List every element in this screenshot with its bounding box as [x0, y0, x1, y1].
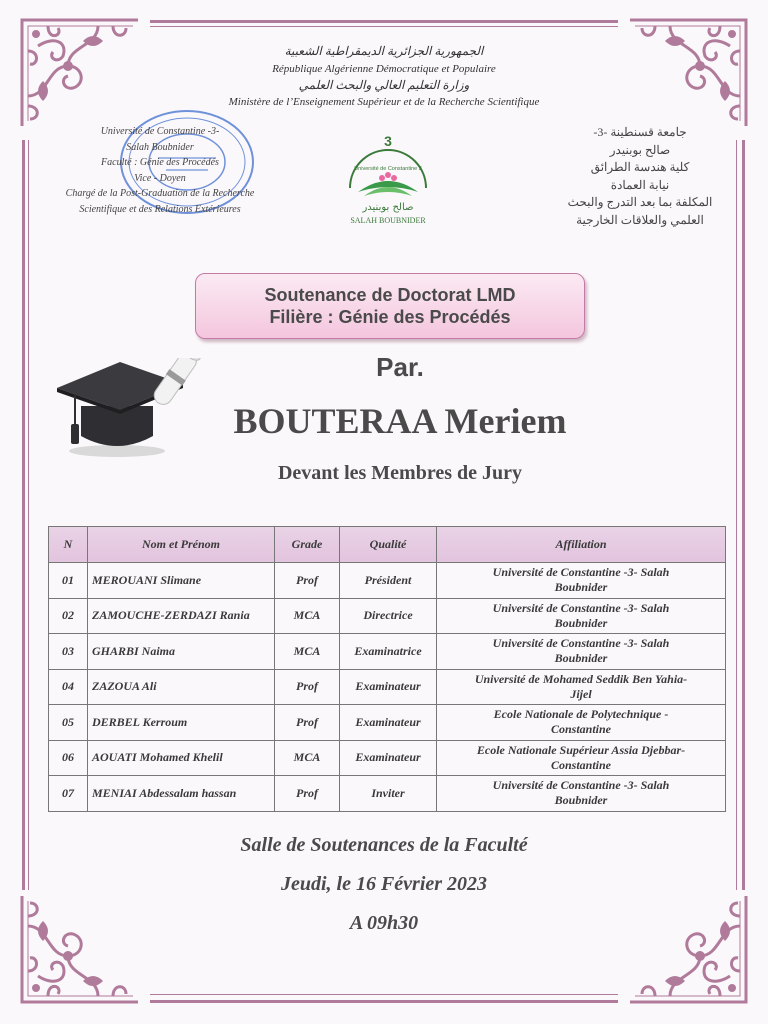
- cell-quality: Directrice: [340, 598, 437, 634]
- jury-table: [48, 526, 726, 812]
- affiliation-line-1: Université de Constantine -3- Salah: [492, 636, 670, 651]
- cell-n: 05: [49, 705, 88, 741]
- frame-left-border: [22, 140, 25, 890]
- cell-n: 04: [49, 669, 88, 705]
- affiliation-line-1: Université de Constantine -3- Salah: [492, 565, 670, 580]
- table-row: [49, 598, 726, 634]
- left-admin-block: [30, 124, 290, 217]
- frame-bottom-border-inner: [150, 994, 618, 995]
- cell-name: ZAZOUA Ali: [88, 669, 275, 705]
- cell-quality: Inviter: [340, 776, 437, 812]
- left-line-2: Salah Boubnider: [126, 141, 194, 153]
- right-line-4: نيابة العمادة: [610, 177, 670, 192]
- left-line-4: Vice - Doyen: [134, 172, 186, 184]
- header-french-republic: République Algérienne Démocratique et Populaire: [272, 63, 496, 75]
- cell-quality: Examinatrice: [340, 634, 437, 670]
- logo-number: 3: [384, 133, 392, 149]
- cell-n: 07: [49, 776, 88, 812]
- cell-grade: Prof: [275, 669, 340, 705]
- cell-name: ZAMOUCHE-ZERDAZI Rania: [88, 598, 275, 634]
- cell-grade: Prof: [275, 563, 340, 599]
- title-line-1: Soutenance de Doctorat LMD: [264, 285, 516, 305]
- affiliation-line-2: Boubnider: [554, 615, 608, 630]
- table-row: [49, 563, 726, 599]
- affiliation-line-2: Boubnider: [554, 793, 608, 808]
- cell-quality: Examinateur: [340, 705, 437, 741]
- cell-name: DERBEL Kerroum: [88, 705, 275, 741]
- col-header-n: N: [49, 527, 88, 563]
- col-header-name: Nom et Prénom: [88, 527, 275, 563]
- affiliation-line-2: Boubnider: [554, 580, 608, 595]
- defense-date: Jeudi, le 16 Février 2023: [280, 873, 488, 895]
- left-line-5: Chargé de la Post-Graduation de la Recherche: [65, 188, 255, 199]
- logo-latin: SALAH BOUBNIDER: [350, 216, 426, 225]
- affiliation-line-2: Constantine: [550, 757, 612, 772]
- cell-affiliation: [437, 705, 726, 741]
- affiliation-line-1: Ecole Nationale Supérieur Assia Djebbar-: [476, 742, 686, 757]
- cell-name: MEROUANI Slimane: [88, 563, 275, 599]
- cell-affiliation: [437, 776, 726, 812]
- affiliation-line-1: Université de Constantine -3- Salah: [492, 600, 670, 615]
- defense-time: A 09h30: [349, 912, 419, 934]
- header-arabic-ministry: وزارة التعليم العالي والبحث العلمي: [298, 78, 470, 92]
- cell-grade: MCA: [275, 598, 340, 634]
- jury-heading: Devant les Membres de Jury: [277, 462, 523, 484]
- corner-ornament-bottom-right: [620, 886, 760, 1016]
- cell-affiliation: [437, 740, 726, 776]
- table-header-row: [49, 527, 726, 563]
- col-header-affiliation: Affiliation: [437, 527, 726, 563]
- logo-arabic: صالح بوبنيدر: [362, 202, 414, 213]
- par-label: Par.: [376, 352, 424, 382]
- cell-grade: Prof: [275, 705, 340, 741]
- cell-n: 06: [49, 740, 88, 776]
- cell-affiliation: [437, 598, 726, 634]
- cell-name: AOUATI Mohamed Khelil: [88, 740, 275, 776]
- left-line-3: Faculté : Génie des Procédés: [101, 157, 219, 168]
- title-line-2: Filière : Génie des Procédés: [269, 307, 511, 327]
- right-line-3: كلية هندسة الطرائق: [590, 160, 690, 174]
- cell-affiliation: [437, 634, 726, 670]
- cell-name: GHARBI Naima: [88, 634, 275, 670]
- col-header-grade: Grade: [275, 527, 340, 563]
- cell-affiliation: [437, 563, 726, 599]
- right-admin-block: [540, 124, 740, 229]
- cell-quality: Examinateur: [340, 740, 437, 776]
- affiliation-line-1: Université de Constantine -3- Salah: [492, 778, 670, 793]
- frame-bottom-border: [150, 1000, 618, 1003]
- header-french-ministry: Ministère de l’Enseignement Supérieur et de la Recherche Scientifique: [228, 96, 540, 108]
- defense-room: Salle de Soutenances de la Faculté: [240, 834, 528, 856]
- frame-right-border-inner: [736, 140, 737, 890]
- table-row: [49, 705, 726, 741]
- left-line-1: Université de Constantine -3-: [100, 126, 220, 137]
- frame-left-border-inner: [28, 140, 29, 890]
- table-row: [49, 740, 726, 776]
- corner-ornament-bottom-left: [8, 886, 148, 1016]
- affiliation-line-1: Université de Mohamed Seddik Ben Yahia-: [474, 671, 688, 686]
- table-row: [49, 669, 726, 705]
- candidate-name: BOUTERAA Meriem: [233, 401, 567, 441]
- affiliation-line-2: Boubnider: [554, 651, 608, 666]
- affiliation-line-1: Ecole Nationale de Polytechnique -: [493, 707, 669, 722]
- cell-grade: MCA: [275, 634, 340, 670]
- cell-n: 02: [49, 598, 88, 634]
- affiliation-line-2: Jijel: [570, 686, 592, 701]
- right-line-6: العلمي والعلاقات الخارجية: [576, 212, 704, 227]
- cell-grade: MCA: [275, 740, 340, 776]
- cell-n: 01: [49, 563, 88, 599]
- right-line-5: المكلفة بما بعد التدرج والبحث: [567, 195, 713, 209]
- right-line-2: صالح بوبنيدر: [609, 142, 671, 157]
- right-line-1: جامعة قسنطينة -3-: [593, 125, 687, 139]
- frame-top-border: [150, 20, 618, 23]
- header-arabic-republic: الجمهورية الجزائرية الديمقراطية الشعبية: [284, 44, 484, 58]
- cell-name: MENIAI Abdessalam hassan: [88, 776, 275, 812]
- left-line-6: Scientifique et des Relations Extérieures: [79, 203, 241, 215]
- col-header-quality: Qualité: [340, 527, 437, 563]
- cell-quality: Président: [340, 563, 437, 599]
- cell-quality: Examinateur: [340, 669, 437, 705]
- logo-ring-text: Université de Constantine 3: [354, 166, 422, 172]
- cell-grade: Prof: [275, 776, 340, 812]
- defense-title-box: [195, 273, 585, 339]
- cell-affiliation: [437, 669, 726, 705]
- frame-right-border: [742, 140, 745, 890]
- table-row: [49, 634, 726, 670]
- cell-n: 03: [49, 634, 88, 670]
- affiliation-line-2: Constantine: [550, 722, 612, 737]
- university-logo: [328, 130, 448, 230]
- frame-top-border-inner: [150, 26, 618, 27]
- table-row: [49, 776, 726, 812]
